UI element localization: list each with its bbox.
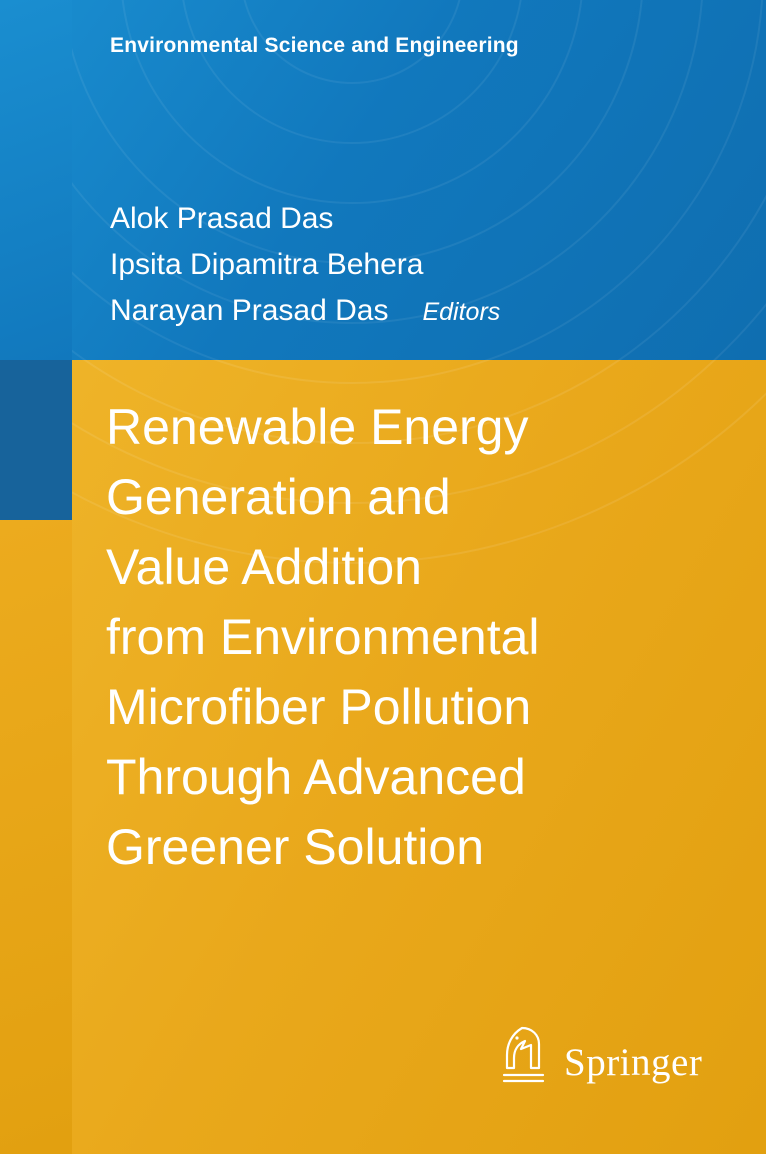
editor-name	[110, 196, 500, 242]
editor-name-text: Alok Prasad Das	[110, 202, 334, 235]
editor-name	[110, 288, 500, 335]
book-title-line: Generation and	[106, 469, 451, 525]
editors-block	[110, 196, 500, 335]
editor-name-text: Ipsita Dipamitra Behera	[110, 248, 424, 281]
springer-knight-icon	[498, 1022, 558, 1094]
spine-dark-blue-section	[0, 360, 72, 520]
book-title-line: Value Addition	[106, 539, 422, 595]
book-title-line: Greener Solution	[106, 819, 485, 875]
cover-spine-strip	[0, 0, 72, 1154]
book-title-line: from Environmental	[106, 609, 540, 665]
springer-wordmark: Springer	[564, 1041, 703, 1084]
editors-role-label: Editors	[422, 298, 501, 326]
book-title-line: Microfiber Pollution	[106, 679, 532, 735]
book-title-line: Through Advanced	[106, 749, 526, 805]
spine-yellow-section	[0, 520, 72, 1154]
spine-blue-section	[0, 0, 72, 360]
editor-name	[110, 242, 500, 288]
series-title: Environmental Science and Engineering	[110, 34, 519, 57]
publisher-logo	[498, 1022, 708, 1102]
book-title	[106, 392, 726, 882]
book-title-line: Renewable Energy	[106, 399, 529, 455]
editor-name-text: Narayan Prasad Das	[110, 294, 389, 327]
